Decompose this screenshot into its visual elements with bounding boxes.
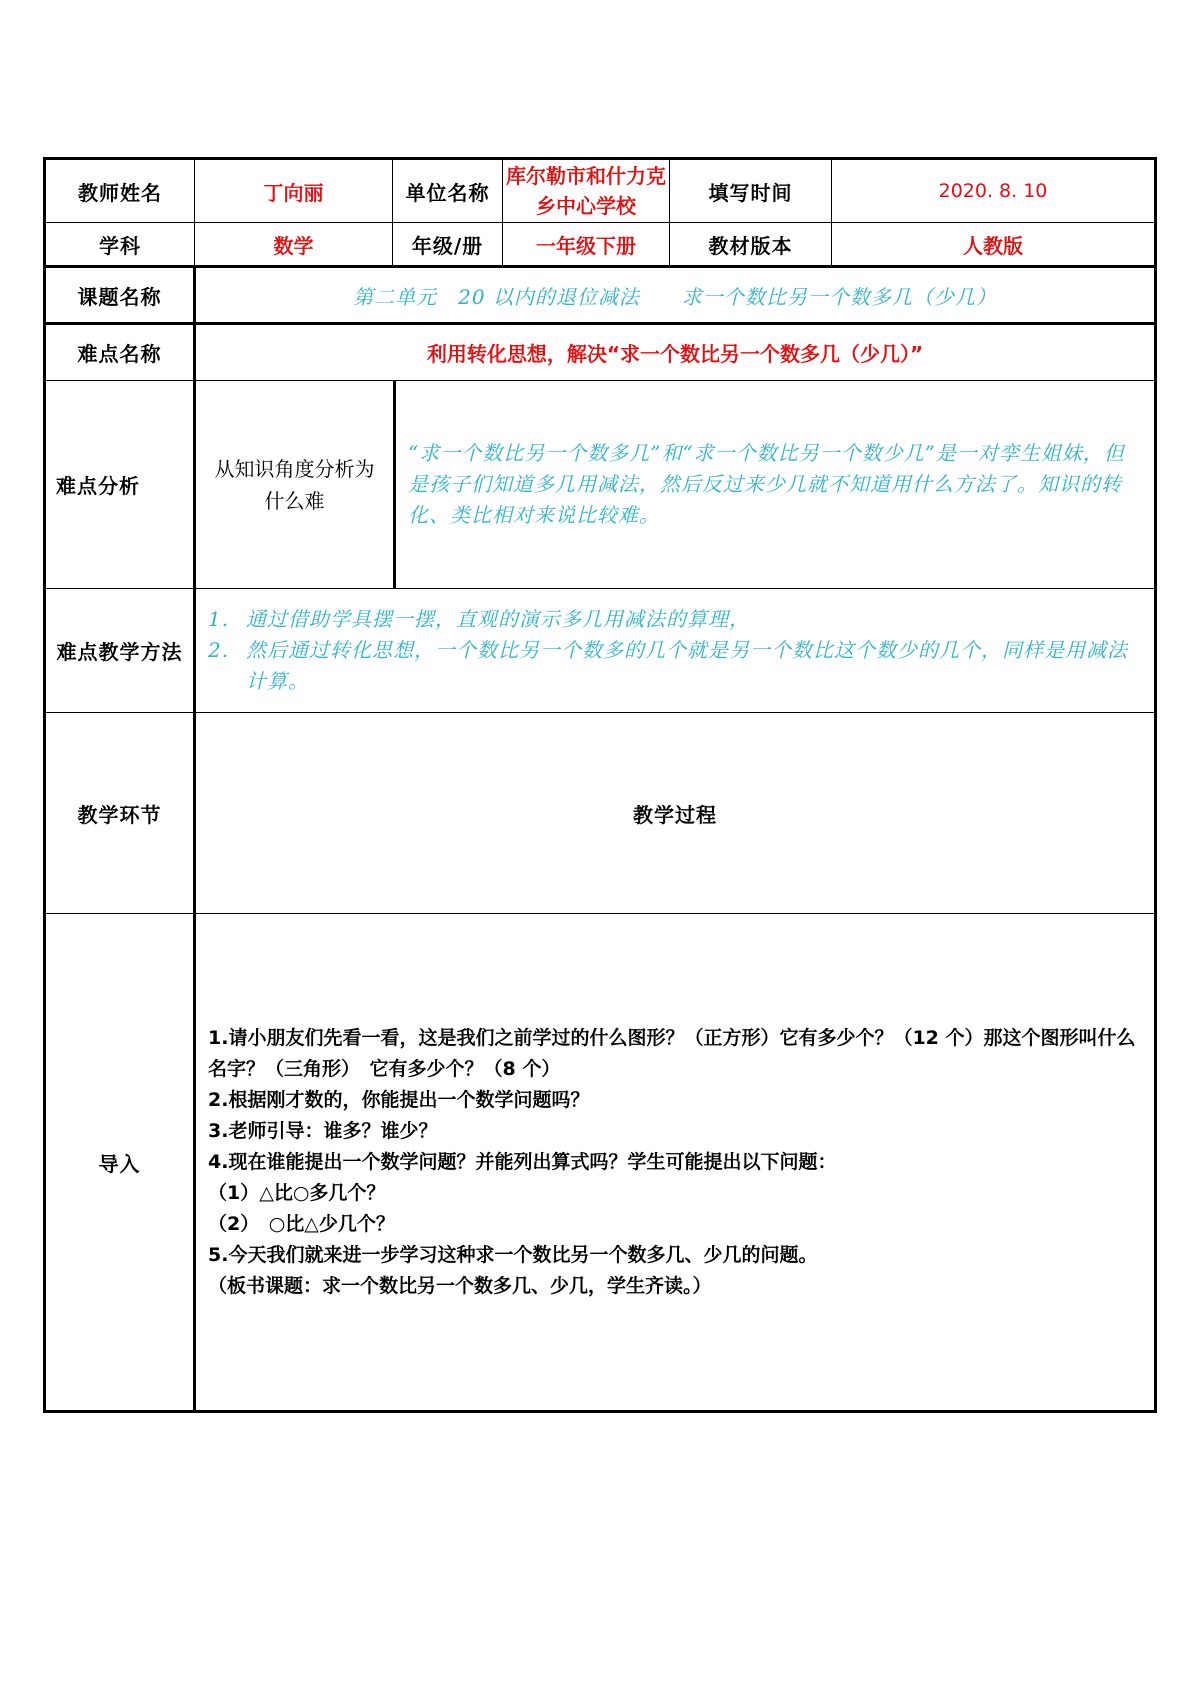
intro-line: 4.现在谁能提出一个数学问题？并能列出算式吗？学生可能提出以下问题：	[208, 1150, 837, 1173]
subject-label: 学科	[45, 223, 195, 267]
method-label: 难点教学方法	[45, 589, 195, 713]
intro-line: （1）△比○多几个？	[208, 1181, 386, 1204]
analysis-text: “求一个数比另一个数多几”和“求一个数比另一个数少几”是一对孪生姐妹，但是孩子们知道多几用减法，然后反过来少几就不知道用什么方法了。知识的转化、类比相对来说比较难。	[408, 441, 1125, 527]
edition-label: 教材版本	[670, 223, 832, 267]
subject-value: 数学	[195, 223, 393, 267]
intro-line: （2） ○比△少几个？	[208, 1212, 395, 1235]
analysis-sub-label: 从知识角度分析为什么难	[196, 381, 396, 588]
method-cell	[195, 589, 1156, 713]
method-item-text: 然后通过转化思想，一个数比另一个数多的几个就是另一个数比这个数少的几个，同样是用减法计算。	[246, 638, 1128, 693]
intro-line: 3.老师引导：谁多？谁少？	[208, 1119, 438, 1142]
topic-value: 第二单元 20 以内的退位减法 求一个数比另一个数多几（少几）	[195, 267, 1156, 324]
date-value: 2020. 8. 10	[832, 159, 1156, 223]
process-label: 教学环节	[45, 713, 195, 914]
unit-value-line-1: 库尔勒市和什力克	[506, 164, 666, 188]
method-list	[208, 604, 1144, 697]
teacher-value: 丁向丽	[195, 159, 393, 223]
date-label: 填写时间	[670, 159, 832, 223]
difficulty-row	[45, 324, 1156, 381]
intro-line: （板书课题：求一个数比另一个数多几、少几，学生齐读。）	[208, 1274, 712, 1297]
difficulty-value: 利用转化思想，解决“求一个数比另一个数多几（少几）”	[195, 324, 1156, 381]
method-item-number: 2.	[208, 638, 230, 662]
intro-label: 导入	[45, 914, 195, 1412]
lesson-plan-form	[43, 157, 1154, 1410]
method-item-text: 通过借助学具摆一摆，直观的演示多几用减法的算理，	[246, 607, 750, 631]
analysis-content	[196, 381, 1154, 588]
analysis-label: 难点分析	[45, 381, 195, 589]
method-item	[208, 635, 1144, 697]
intro-row	[45, 914, 1156, 1412]
process-row	[45, 713, 1156, 914]
intro-line: 2.根据刚才数的，你能提出一个数学问题吗？	[208, 1088, 590, 1111]
intro-line: 5.今天我们就来进一步学习这种求一个数比另一个数多几、少几的问题。	[208, 1243, 818, 1266]
unit-value	[503, 159, 670, 223]
method-item-number: 1.	[208, 607, 230, 631]
grade-label: 年级/册	[393, 223, 503, 267]
header-row-1	[45, 159, 1156, 223]
difficulty-label: 难点名称	[45, 324, 195, 381]
intro-line: 1.请小朋友们先看一看，这是我们之前学过的什么图形？（正方形）它有多少个？（12 个）那这个图形叫什么名字？（三角形） 它有多少个？（8 个）	[208, 1026, 1136, 1080]
edition-value: 人教版	[832, 223, 1156, 267]
lesson-plan-table	[43, 157, 1157, 1413]
header-row-2	[45, 223, 1156, 267]
teacher-label: 教师姓名	[45, 159, 195, 223]
topic-label: 课题名称	[45, 267, 195, 324]
grade-value: 一年级下册	[503, 223, 670, 267]
process-header: 教学过程	[195, 713, 1156, 914]
unit-value-line-2: 乡中心学校	[536, 194, 636, 218]
analysis-cell	[195, 381, 1156, 589]
analysis-row	[45, 381, 1156, 589]
intro-content	[195, 914, 1156, 1412]
method-row	[45, 589, 1156, 713]
topic-row	[45, 267, 1156, 324]
method-item	[208, 604, 1144, 635]
unit-label: 单位名称	[393, 159, 503, 223]
